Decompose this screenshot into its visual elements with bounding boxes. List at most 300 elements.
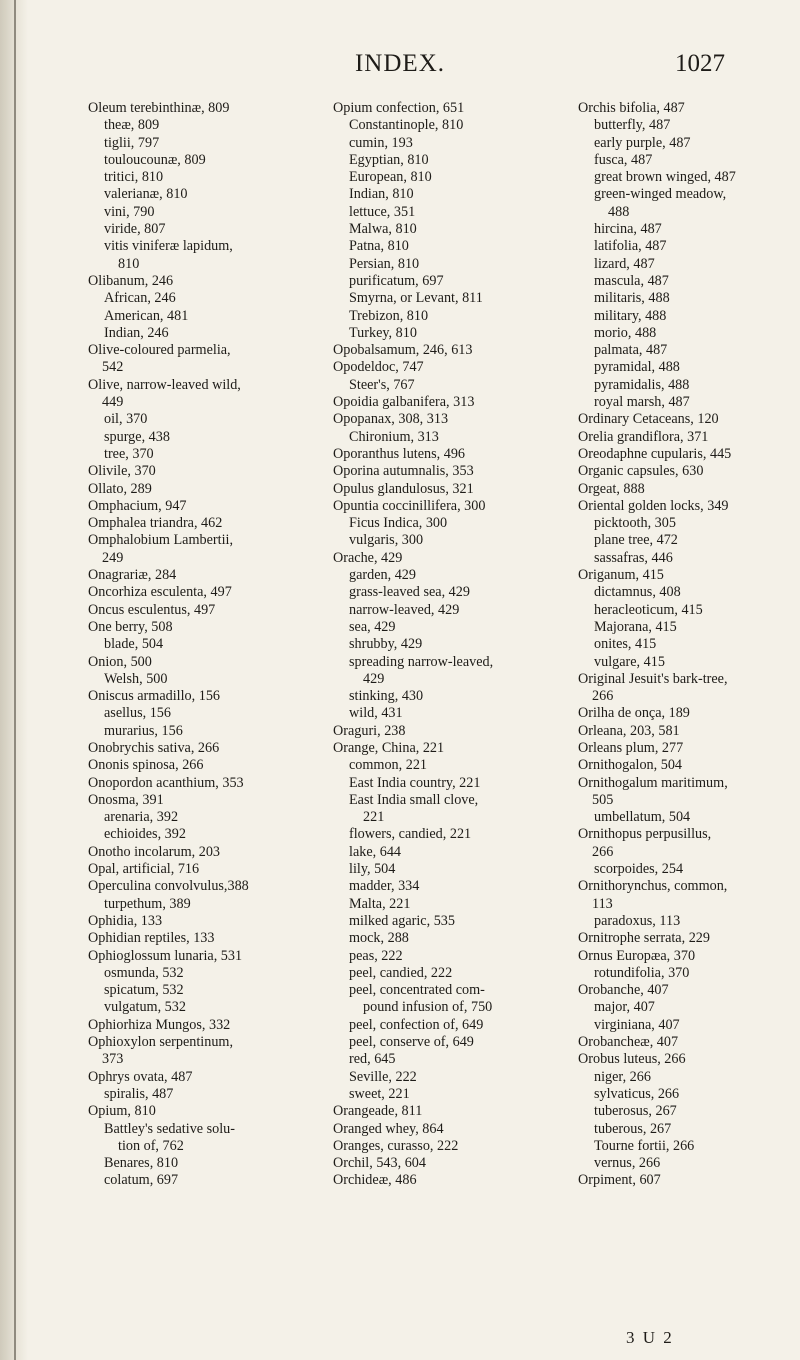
index-entry bbox=[88, 792, 328, 809]
index-entry bbox=[578, 290, 800, 307]
index-entry bbox=[333, 861, 573, 878]
index-entry-text: Onotho incolarum, 203 bbox=[88, 843, 221, 860]
index-entry-text: shrubby, 429 bbox=[349, 636, 423, 653]
index-entry-text: Olive, narrow-leaved wild, bbox=[88, 376, 241, 393]
index-entry bbox=[578, 1172, 800, 1189]
index-entry bbox=[578, 878, 800, 913]
index-entry-text: tuberosus, 267 bbox=[594, 1103, 677, 1120]
index-entry bbox=[333, 1034, 573, 1051]
index-entry bbox=[333, 359, 573, 376]
index-entry-text: Operculina convolvulus,388 bbox=[88, 878, 249, 895]
running-head bbox=[0, 50, 800, 90]
index-entry bbox=[333, 308, 573, 325]
index-entry-text: murarius, 156 bbox=[104, 722, 183, 739]
index-entry-text: Indian, 810 bbox=[349, 186, 414, 203]
index-entry bbox=[333, 654, 573, 689]
index-entry bbox=[333, 567, 573, 584]
index-entry-text: tritici, 810 bbox=[104, 169, 164, 186]
index-entry-text: Opuntia coccinillifera, 300 bbox=[333, 497, 486, 514]
index-entry-continuation: 266 bbox=[592, 688, 614, 705]
index-entry-text: Orobanche, 407 bbox=[578, 982, 669, 999]
index-entry-text: Opium, 810 bbox=[88, 1103, 156, 1120]
index-entry bbox=[578, 221, 800, 238]
index-entry bbox=[333, 325, 573, 342]
printer-signature-mark: 3 U 2 bbox=[626, 1328, 674, 1347]
index-entry bbox=[333, 1069, 573, 1086]
index-entry bbox=[88, 723, 328, 740]
index-entry-text: military, 488 bbox=[594, 307, 667, 324]
index-entry bbox=[578, 117, 800, 134]
index-entry-text: mock, 288 bbox=[349, 930, 409, 947]
page-number: 1027 bbox=[675, 50, 725, 77]
index-entry bbox=[333, 584, 573, 601]
index-entry bbox=[578, 982, 800, 999]
index-entry-text: peel, candied, 222 bbox=[349, 964, 453, 981]
index-entry bbox=[578, 1103, 800, 1120]
index-entry-text: turpethum, 389 bbox=[104, 895, 191, 912]
index-entry-text: Opulus glandulosus, 321 bbox=[333, 480, 474, 497]
index-entry-text: spicatum, 532 bbox=[104, 982, 184, 999]
index-entry bbox=[333, 757, 573, 774]
index-entry-text: Smyrna, or Levant, 811 bbox=[349, 290, 483, 307]
index-entry bbox=[578, 463, 800, 480]
index-entry-text: narrow-leaved, 429 bbox=[349, 601, 460, 618]
index-entry bbox=[88, 117, 328, 134]
index-entry-text: One berry, 508 bbox=[88, 618, 173, 635]
index-entry-text: Steer's, 767 bbox=[349, 376, 415, 393]
index-entry bbox=[333, 636, 573, 653]
index-entry bbox=[88, 377, 328, 412]
index-entry bbox=[88, 826, 328, 843]
index-entry-text: Opobalsamum, 246, 613 bbox=[333, 342, 473, 359]
index-entry-text: Opium confection, 651 bbox=[333, 100, 465, 116]
index-entry bbox=[578, 1121, 800, 1138]
index-entry-text: picktooth, 305 bbox=[594, 515, 676, 532]
index-entry-text: royal marsh, 487 bbox=[594, 394, 690, 411]
index-entry-text: Oncorhiza esculenta, 497 bbox=[88, 584, 232, 601]
index-entry bbox=[333, 498, 573, 515]
index-entry-text: spreading narrow-leaved, bbox=[349, 653, 494, 670]
index-entry bbox=[88, 515, 328, 532]
index-entry bbox=[88, 775, 328, 792]
index-entry-text: Ornus Europæa, 370 bbox=[578, 947, 696, 964]
index-entry bbox=[578, 705, 800, 722]
index-entry-text: Omphalobium Lambertii, bbox=[88, 532, 233, 549]
index-entry-text: Original Jesuit's bark-tree, bbox=[578, 670, 728, 687]
index-entry bbox=[88, 273, 328, 290]
index-entry bbox=[578, 1138, 800, 1155]
index-entry bbox=[88, 135, 328, 152]
index-entry-text: Onobrychis sativa, 266 bbox=[88, 739, 220, 756]
index-entry-continuation: pound infusion of, 750 bbox=[363, 999, 493, 1016]
index-entry bbox=[333, 117, 573, 134]
index-entry-text: Ornithogalum maritimum, bbox=[578, 774, 728, 791]
index-entry-text: virginiana, 407 bbox=[594, 1016, 680, 1033]
index-entry-text: Onagrariæ, 284 bbox=[88, 567, 177, 584]
index-entry-text: East India small clove, bbox=[349, 791, 479, 808]
index-entry bbox=[333, 602, 573, 619]
index-entry-continuation: 429 bbox=[363, 670, 385, 687]
index-entry bbox=[333, 1017, 573, 1034]
index-entry-text: onites, 415 bbox=[594, 636, 657, 653]
index-entry-text: Oncus esculentus, 497 bbox=[88, 601, 216, 618]
index-entry-text: sassafras, 446 bbox=[594, 549, 673, 566]
index-entry-text: Orilha de onça, 189 bbox=[578, 705, 690, 722]
index-entry-text: Origanum, 415 bbox=[578, 567, 664, 584]
index-entry-text: Omphacium, 947 bbox=[88, 497, 187, 514]
index-entry bbox=[578, 152, 800, 169]
index-entry-continuation: 266 bbox=[592, 843, 614, 860]
index-entry-continuation: tion of, 762 bbox=[118, 1137, 184, 1154]
index-entry-text: viride, 807 bbox=[104, 221, 166, 238]
index-entry-text: Chironium, 313 bbox=[349, 428, 439, 445]
index-entry bbox=[578, 1069, 800, 1086]
index-entry-text: Opoidia galbanifera, 313 bbox=[333, 394, 475, 411]
index-entry-text: Orache, 429 bbox=[333, 549, 403, 566]
index-entry-text: Seville, 222 bbox=[349, 1068, 417, 1085]
index-entry-text: sea, 429 bbox=[349, 618, 396, 635]
index-entry-text: tiglii, 797 bbox=[104, 134, 160, 151]
index-entry bbox=[333, 100, 573, 117]
index-entry-text: Ophioxylon serpentinum, bbox=[88, 1034, 234, 1051]
index-entry bbox=[88, 844, 328, 861]
index-entry-text: Malwa, 810 bbox=[349, 221, 417, 238]
index-entry-text: Oriental golden locks, 349 bbox=[578, 497, 729, 514]
index-entry-text: heracleoticum, 415 bbox=[594, 601, 703, 618]
index-entry-text: asellus, 156 bbox=[104, 705, 171, 722]
index-entry bbox=[578, 273, 800, 290]
index-entry bbox=[88, 688, 328, 705]
index-entry bbox=[88, 1034, 328, 1069]
index-entry-text: Orchis bifolia, 487 bbox=[578, 100, 685, 116]
index-entry-text: East India country, 221 bbox=[349, 774, 481, 791]
index-entry bbox=[333, 930, 573, 947]
index-entry bbox=[333, 705, 573, 722]
index-entry bbox=[88, 429, 328, 446]
index-entry-text: Olivile, 370 bbox=[88, 463, 156, 480]
index-entry bbox=[88, 757, 328, 774]
index-entry-text: hircina, 487 bbox=[594, 221, 662, 238]
index-entry-text: lily, 504 bbox=[349, 861, 396, 878]
index-entry bbox=[333, 826, 573, 843]
index-entry-text: vulgare, 415 bbox=[594, 653, 665, 670]
index-entry-text: lettuce, 351 bbox=[349, 203, 416, 220]
index-entry-text: pyramidal, 488 bbox=[594, 359, 680, 376]
index-entry-continuation: 488 bbox=[608, 203, 630, 220]
index-entry bbox=[578, 999, 800, 1016]
index-entry-text: milked agaric, 535 bbox=[349, 912, 455, 929]
index-entry-continuation: 810 bbox=[118, 255, 140, 272]
index-entry bbox=[333, 411, 573, 428]
index-entry-text: peel, confection of, 649 bbox=[349, 1016, 484, 1033]
index-entry bbox=[578, 1051, 800, 1068]
index-entry bbox=[333, 169, 573, 186]
index-entry bbox=[578, 1034, 800, 1051]
index-entry-text: Indian, 246 bbox=[104, 324, 169, 341]
index-entry bbox=[88, 290, 328, 307]
index-entry-text: Ophidia, 133 bbox=[88, 912, 163, 929]
index-entry-text: American, 481 bbox=[104, 307, 189, 324]
index-entry-text: peel, conserve of, 649 bbox=[349, 1034, 474, 1051]
index-entry bbox=[333, 481, 573, 498]
index-entry-text: Oraguri, 238 bbox=[333, 722, 406, 739]
index-entry-text: common, 221 bbox=[349, 757, 428, 774]
index-entry bbox=[578, 861, 800, 878]
index-entry-text: Oniscus armadillo, 156 bbox=[88, 688, 221, 705]
index-entry-text: echioides, 392 bbox=[104, 826, 186, 843]
index-entry bbox=[333, 982, 573, 1017]
index-entry-text: early purple, 487 bbox=[594, 134, 691, 151]
index-entry-text: tree, 370 bbox=[104, 445, 154, 462]
index-entry bbox=[88, 930, 328, 947]
index-entry-text: stinking, 430 bbox=[349, 688, 424, 705]
index-entry bbox=[578, 826, 800, 861]
index-entry bbox=[88, 567, 328, 584]
index-entry bbox=[88, 705, 328, 722]
index-entry-text: garden, 429 bbox=[349, 567, 416, 584]
index-entry-text: Opopanax, 308, 313 bbox=[333, 411, 449, 428]
index-entry bbox=[333, 1121, 573, 1138]
index-entry-text: Orange, China, 221 bbox=[333, 739, 445, 756]
index-column-1 bbox=[88, 100, 328, 1190]
index-entry bbox=[333, 550, 573, 567]
index-entry bbox=[333, 532, 573, 549]
index-entry-text: red, 645 bbox=[349, 1051, 396, 1068]
index-entry-text: Organic capsules, 630 bbox=[578, 463, 704, 480]
index-entry-text: colatum, 697 bbox=[104, 1172, 179, 1189]
index-entry-text: Ornitrophe serrata, 229 bbox=[578, 930, 710, 947]
index-entry-text: Oporina autumnalis, 353 bbox=[333, 463, 474, 480]
index-entry bbox=[333, 878, 573, 895]
index-entry bbox=[578, 342, 800, 359]
index-entry-text: pyramidalis, 488 bbox=[594, 376, 690, 393]
index-entry bbox=[333, 723, 573, 740]
index-entry-text: Egyptian, 810 bbox=[349, 151, 429, 168]
index-entry bbox=[88, 948, 328, 965]
index-entry-text: Turkey, 810 bbox=[349, 324, 417, 341]
index-entry bbox=[578, 913, 800, 930]
index-entry bbox=[333, 463, 573, 480]
index-entry-text: Onosma, 391 bbox=[88, 791, 164, 808]
binding-edge-line bbox=[14, 0, 16, 1360]
index-entry bbox=[88, 100, 328, 117]
index-entry bbox=[88, 169, 328, 186]
index-entry bbox=[88, 602, 328, 619]
index-entry bbox=[333, 135, 573, 152]
index-entry-text: Orobancheæ, 407 bbox=[578, 1034, 679, 1051]
index-entry bbox=[88, 186, 328, 203]
index-entry bbox=[88, 584, 328, 601]
index-entry-text: Patna, 810 bbox=[349, 238, 409, 255]
index-entry bbox=[578, 238, 800, 255]
index-entry-text: umbellatum, 504 bbox=[594, 809, 691, 826]
index-entry bbox=[88, 671, 328, 688]
index-entry bbox=[578, 567, 800, 584]
index-entry-text: Olibanum, 246 bbox=[88, 272, 174, 289]
index-entry bbox=[88, 342, 328, 377]
index-entry-text: Trebizon, 810 bbox=[349, 307, 429, 324]
index-entry bbox=[88, 498, 328, 515]
index-entry bbox=[88, 325, 328, 342]
index-entry bbox=[578, 1017, 800, 1034]
index-entry bbox=[333, 1103, 573, 1120]
index-entry-text: Omphalea triandra, 462 bbox=[88, 515, 223, 532]
index-entry-text: Olive-coloured parmelia, bbox=[88, 342, 231, 359]
index-entry bbox=[333, 186, 573, 203]
index-entry bbox=[88, 913, 328, 930]
index-entry-text: lake, 644 bbox=[349, 843, 402, 860]
index-entry bbox=[88, 308, 328, 325]
index-entry bbox=[578, 550, 800, 567]
index-entry-text: morio, 488 bbox=[594, 324, 657, 341]
index-entry bbox=[578, 740, 800, 757]
index-entry-text: Ornithorynchus, common, bbox=[578, 878, 728, 895]
index-entry bbox=[578, 757, 800, 774]
index-entry bbox=[333, 913, 573, 930]
index-entry bbox=[578, 1086, 800, 1103]
index-entry-text: flowers, candied, 221 bbox=[349, 826, 472, 843]
index-entry bbox=[578, 602, 800, 619]
index-entry bbox=[88, 1086, 328, 1103]
index-entry-text: peas, 222 bbox=[349, 947, 403, 964]
index-entry-text: militaris, 488 bbox=[594, 290, 670, 307]
index-entry-text: touloucounæ, 809 bbox=[104, 151, 206, 168]
index-entry-text: Orleana, 203, 581 bbox=[578, 722, 680, 739]
index-entry-text: Ophiorhiza Mungos, 332 bbox=[88, 1016, 231, 1033]
index-entry bbox=[333, 342, 573, 359]
index-entry-text: Ordinary Cetaceans, 120 bbox=[578, 411, 719, 428]
index-entry bbox=[88, 619, 328, 636]
index-entry-text: tuberous, 267 bbox=[594, 1120, 672, 1137]
index-entry bbox=[88, 481, 328, 498]
index-entry-text: paradoxus, 113 bbox=[594, 912, 681, 929]
index-entry bbox=[578, 654, 800, 671]
index-entry-text: Orchideæ, 486 bbox=[333, 1172, 417, 1189]
index-entry-text: Onopordon acanthium, 353 bbox=[88, 774, 244, 791]
index-entry bbox=[88, 982, 328, 999]
index-entry bbox=[88, 532, 328, 567]
index-entry-continuation: 113 bbox=[592, 895, 613, 912]
index-entry-text: plane tree, 472 bbox=[594, 532, 678, 549]
index-entry-text: Battley's sedative solu- bbox=[104, 1120, 236, 1137]
index-entry-text: Welsh, 500 bbox=[104, 670, 168, 687]
index-entry bbox=[578, 948, 800, 965]
index-entry-text: Oranges, curasso, 222 bbox=[333, 1137, 459, 1154]
index-entry bbox=[88, 1017, 328, 1034]
index-entry-text: Benares, 810 bbox=[104, 1155, 179, 1172]
index-entry bbox=[88, 1121, 328, 1156]
index-entry-text: Constantinople, 810 bbox=[349, 117, 464, 134]
index-entry bbox=[578, 325, 800, 342]
index-entry bbox=[333, 1086, 573, 1103]
index-entry-text: vini, 790 bbox=[104, 203, 155, 220]
index-entry-text: Tourne fortii, 266 bbox=[594, 1137, 695, 1154]
index-entry bbox=[88, 1103, 328, 1120]
index-entry-text: palmata, 487 bbox=[594, 342, 668, 359]
index-entry bbox=[88, 1155, 328, 1172]
index-entry bbox=[88, 152, 328, 169]
index-entry-text: fusca, 487 bbox=[594, 151, 653, 168]
index-entry bbox=[333, 446, 573, 463]
index-entry-text: vulgaris, 300 bbox=[349, 532, 424, 549]
index-entry-text: butterfly, 487 bbox=[594, 117, 671, 134]
index-entry bbox=[88, 204, 328, 221]
index-entry-text: Ononis spinosa, 266 bbox=[88, 757, 204, 774]
index-entry-continuation: 373 bbox=[102, 1051, 124, 1068]
index-entry bbox=[578, 377, 800, 394]
index-entry-text: vitis viniferæ lapidum, bbox=[104, 238, 233, 255]
index-entry-text: Orelia grandiflora, 371 bbox=[578, 428, 709, 445]
index-entry bbox=[333, 256, 573, 273]
index-entry bbox=[578, 584, 800, 601]
index-entry-text: Orleans plum, 277 bbox=[578, 739, 684, 756]
index-entry bbox=[88, 740, 328, 757]
index-entry-continuation: 249 bbox=[102, 549, 124, 566]
index-entry bbox=[88, 878, 328, 895]
index-entry-text: Majorana, 415 bbox=[594, 618, 677, 635]
index-entry bbox=[578, 169, 800, 186]
index-entry-text: Oleum terebinthinæ, 809 bbox=[88, 100, 230, 116]
index-entry-text: Ophidian reptiles, 133 bbox=[88, 930, 215, 947]
index-entry-text: Malta, 221 bbox=[349, 895, 411, 912]
index-entry-text: grass-leaved sea, 429 bbox=[349, 584, 470, 601]
index-entry bbox=[88, 463, 328, 480]
index-entry-text: oil, 370 bbox=[104, 411, 148, 428]
index-entry bbox=[578, 308, 800, 325]
index-entry-text: arenaria, 392 bbox=[104, 809, 179, 826]
index-entry bbox=[578, 446, 800, 463]
index-entry bbox=[333, 740, 573, 757]
index-entry bbox=[333, 619, 573, 636]
index-entry-text: scorpoides, 254 bbox=[594, 861, 684, 878]
index-entry bbox=[578, 515, 800, 532]
index-entry bbox=[333, 775, 573, 792]
index-entry bbox=[88, 965, 328, 982]
index-entry-text: vernus, 266 bbox=[594, 1155, 661, 1172]
index-entry bbox=[578, 1155, 800, 1172]
index-entry-text: Orobus luteus, 266 bbox=[578, 1051, 686, 1068]
index-entry-text: Ophioglossum lunaria, 531 bbox=[88, 947, 243, 964]
index-entry bbox=[333, 377, 573, 394]
index-entry bbox=[333, 204, 573, 221]
index-entry-text: theæ, 809 bbox=[104, 117, 160, 134]
index-entry-text: Orpiment, 607 bbox=[578, 1172, 661, 1189]
index-entry bbox=[578, 532, 800, 549]
index-entry-continuation: 505 bbox=[592, 791, 614, 808]
index-entry-text: purificatum, 697 bbox=[349, 272, 444, 289]
index-entry-text: Ophrys ovata, 487 bbox=[88, 1068, 193, 1085]
index-entry-text: blade, 504 bbox=[104, 636, 164, 653]
index-entry-text: spiralis, 487 bbox=[104, 1085, 174, 1102]
index-entry bbox=[333, 515, 573, 532]
index-entry bbox=[578, 411, 800, 428]
index-entry-text: lizard, 487 bbox=[594, 255, 655, 272]
index-entry bbox=[88, 654, 328, 671]
index-entry bbox=[333, 290, 573, 307]
index-entry bbox=[333, 844, 573, 861]
index-entry bbox=[88, 411, 328, 428]
index-entry bbox=[88, 636, 328, 653]
index-entry bbox=[578, 671, 800, 706]
index-entry-text: major, 407 bbox=[594, 999, 655, 1016]
index-column-2 bbox=[333, 100, 573, 1190]
index-entry-text: mascula, 487 bbox=[594, 272, 669, 289]
index-entry bbox=[333, 965, 573, 982]
index-entry bbox=[88, 1069, 328, 1086]
index-entry bbox=[578, 256, 800, 273]
index-entry-text: Oporanthus lutens, 496 bbox=[333, 445, 466, 462]
index-entry-text: Oranged whey, 864 bbox=[333, 1120, 444, 1137]
